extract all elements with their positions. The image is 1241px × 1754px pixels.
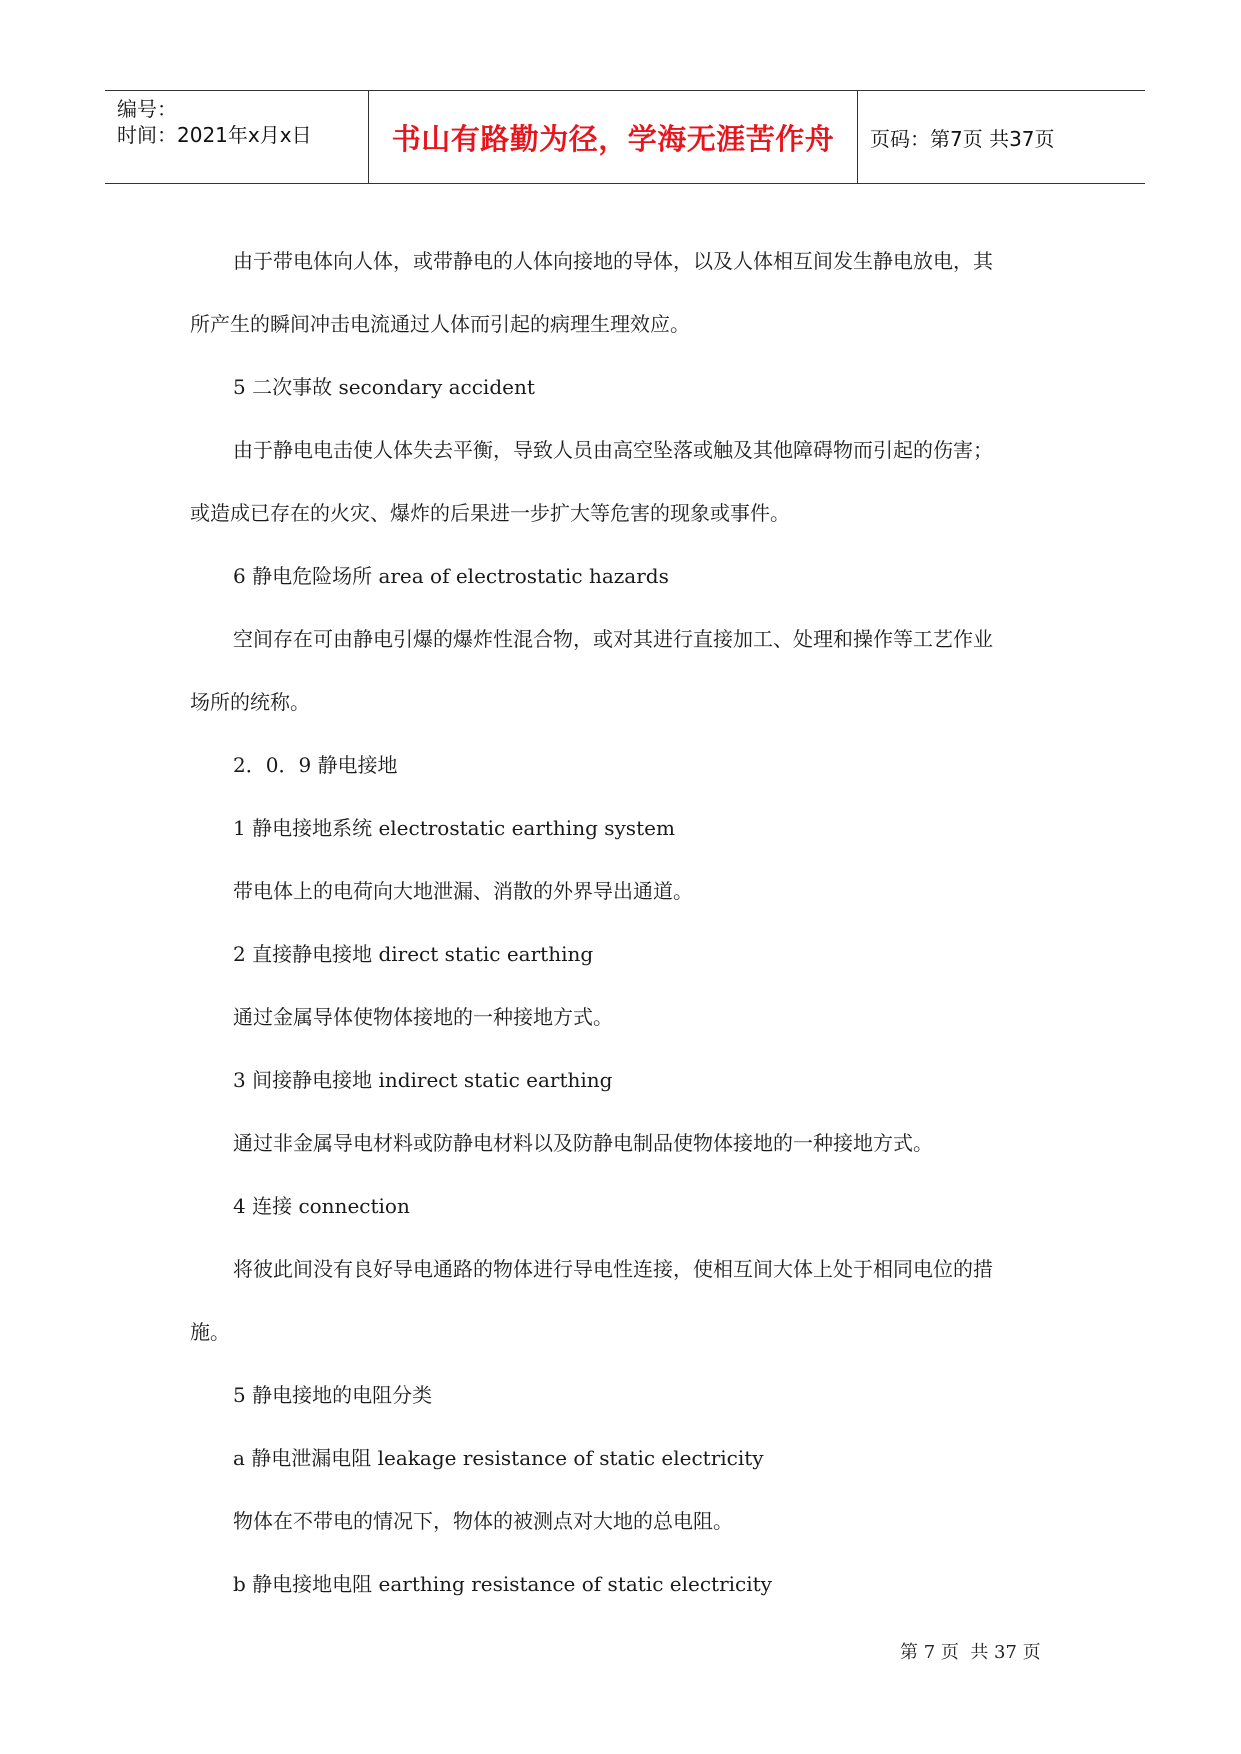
paragraph-line: b 静电接地电阻 earthing resistance of static electricity (233, 1572, 772, 1596)
paragraph-line: 由于静电电击使人体失去平衡，导致人员由高空坠落或触及其他障碍物而引起的伤害； (233, 438, 993, 462)
paragraph-line: 5 静电接地的电阻分类 (233, 1383, 433, 1407)
document-body (190, 230, 1060, 1616)
paragraph-line: 物体在不带电的情况下，物体的被测点对大地的总电阻。 (233, 1509, 733, 1533)
paragraph-line: 或造成已存在的火灾、爆炸的后果进一步扩大等危害的现象或事件。 (190, 501, 790, 525)
paragraph-line: 所产生的瞬间冲击电流通过人体而引起的病理生理效应。 (190, 312, 690, 336)
document-code-label: 编号： (117, 97, 177, 121)
paragraph-line: 1 静电接地系统 electrostatic earthing system (233, 816, 675, 840)
paragraph-line: 带电体上的电荷向大地泄漏、消散的外界导出通道。 (233, 879, 693, 903)
paragraph-line: 4 连接 connection (233, 1194, 410, 1218)
page-header (105, 90, 1145, 184)
header-motto-cell (369, 91, 858, 183)
header-meta (105, 91, 369, 183)
paragraph-line: 6 静电危险场所 area of electrostatic hazards (233, 564, 669, 588)
paragraph-line: 将彼此间没有良好导电通路的物体进行导电性连接，使相互间大体上处于相同电位的措 (233, 1257, 993, 1281)
document-date-label: 时间：2021年x月x日 (117, 123, 312, 147)
paragraph-line: a 静电泄漏电阻 leakage resistance of static electricity (233, 1446, 764, 1470)
paragraph-line: 通过金属导体使物体接地的一种接地方式。 (233, 1005, 613, 1029)
paragraph-line: 通过非金属导电材料或防静电材料以及防静电制品使物体接地的一种接地方式。 (233, 1131, 933, 1155)
paragraph-line: 2．0．9 静电接地 (233, 753, 398, 777)
paragraph-line: 场所的统称。 (190, 690, 310, 714)
page-footer: 第 7 页 共 37 页 (900, 1642, 1041, 1663)
paragraph-line: 空间存在可由静电引爆的爆炸性混合物，或对其进行直接加工、处理和操作等工艺作业 (233, 627, 993, 651)
header-page-info: 页码：第7页 共37页 (870, 126, 1055, 151)
paragraph-line: 由于带电体向人体，或带静电的人体向接地的导体，以及人体相互间发生静电放电，其 (233, 249, 993, 273)
paragraph-line: 2 直接静电接地 direct static earthing (233, 942, 594, 966)
paragraph-line: 施。 (190, 1320, 230, 1344)
header-motto: 书山有路勤为径，学海无涯苦作舟 (391, 121, 835, 156)
paragraph-line: 5 二次事故 secondary accident (233, 375, 535, 399)
paragraph-line: 3 间接静电接地 indirect static earthing (233, 1068, 613, 1092)
